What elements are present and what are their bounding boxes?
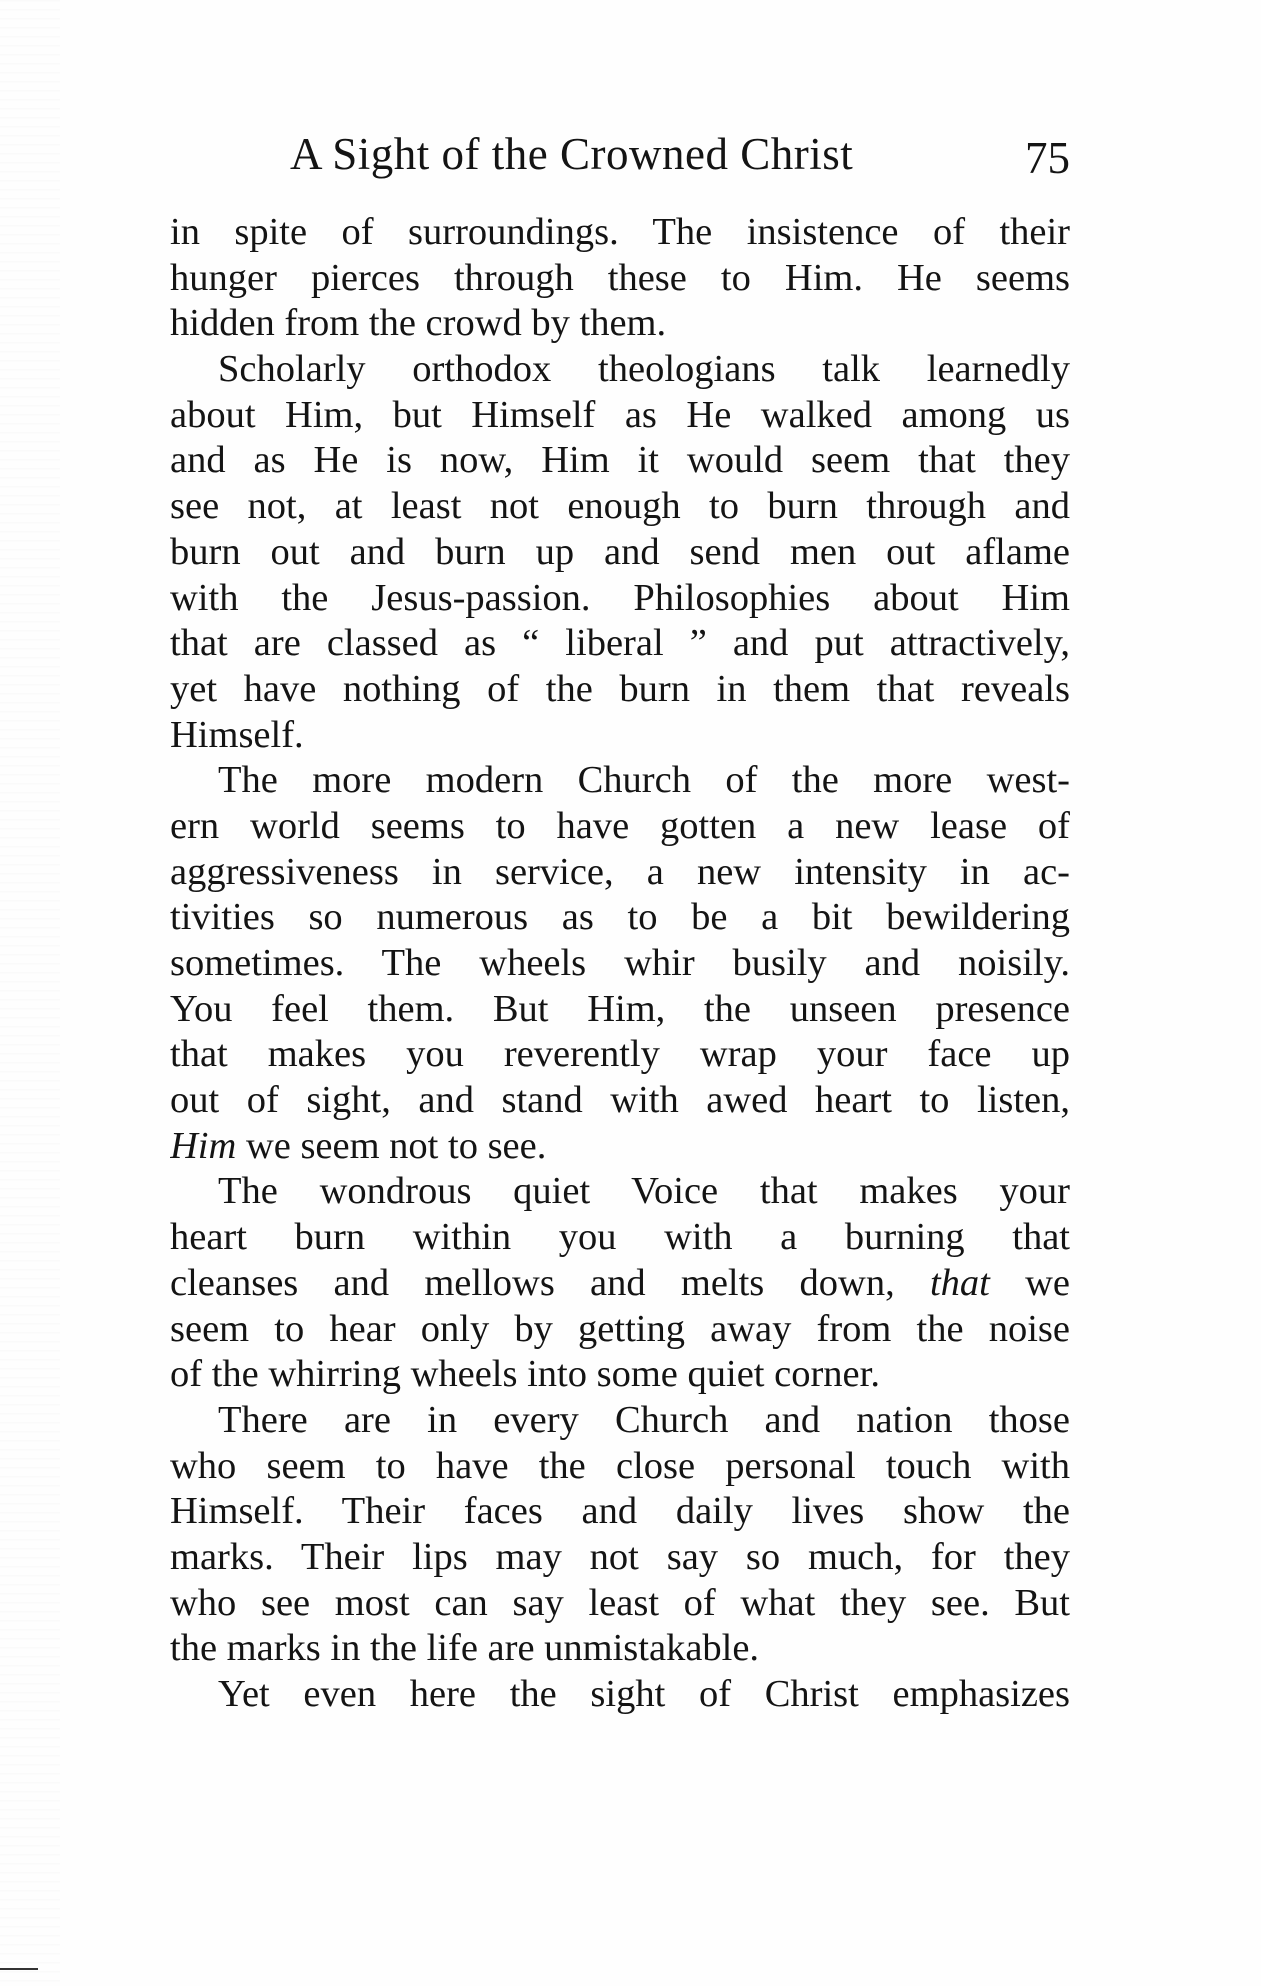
text-line: [170, 758, 1070, 804]
text-line: [170, 1398, 1070, 1444]
text-line: [170, 804, 1070, 850]
text-line: [170, 1032, 1070, 1078]
text-segment: hunger pierces through these to Him. He seems: [170, 256, 1070, 299]
text-segment: The wondrous quiet Voice that makes your: [218, 1170, 1070, 1213]
text-segment: burn out and burn up and send men out aflame: [170, 530, 1070, 573]
text-segment: heart burn within you with a burning that: [170, 1216, 1070, 1259]
page-number: 75: [1025, 133, 1070, 183]
text-line: [170, 1169, 1070, 1215]
running-head: [290, 128, 1070, 188]
text-segment: we: [989, 1261, 1070, 1304]
text-segment: we seem not to see.: [236, 1124, 547, 1167]
text-line: [170, 1307, 1070, 1353]
text-segment: The more modern Church of the more west-: [218, 759, 1070, 802]
text-line: [170, 713, 1070, 759]
text-segment: that makes you reverently wrap your face up: [170, 1033, 1070, 1076]
text-line: [170, 347, 1070, 393]
emphasis-text: Him: [170, 1124, 237, 1167]
text-segment: Yet even here the sight of Christ emphasizes: [218, 1673, 1070, 1715]
text-segment: who seem to have the close personal touch with: [170, 1444, 1070, 1487]
text-segment: You feel them. But Him, the unseen presence: [170, 987, 1070, 1030]
text-segment: sometimes. The wheels whir busily and noisily.: [170, 942, 1070, 984]
text-line: [170, 667, 1070, 713]
text-line: [170, 1581, 1070, 1627]
text-line: [170, 438, 1070, 484]
text-line: [170, 576, 1070, 622]
text-segment: see not, at least not enough to burn through and: [170, 485, 1070, 528]
text-line: [170, 1352, 1070, 1398]
text-segment: and as He is now, Him it would seem that they: [170, 439, 1070, 482]
text-line: [170, 621, 1070, 667]
chapter-title: A Sight of the Crowned Christ: [290, 129, 854, 179]
text-segment: hidden from the crowd by them.: [170, 302, 667, 345]
emphasis-text: that: [929, 1261, 990, 1304]
scan-edge-mark: [0, 1968, 38, 1970]
text-line: [170, 1489, 1070, 1535]
text-segment: There are in every Church and nation those: [218, 1398, 1070, 1441]
text-line: [170, 301, 1070, 347]
text-segment: ern world seems to have gotten a new lease of: [170, 804, 1070, 847]
scan-edge-artifact: [0, 0, 60, 1986]
text-segment: tivities so numerous as to be a bit bewildering: [170, 896, 1070, 939]
text-segment: Scholarly orthodox theologians talk learnedly: [218, 348, 1070, 391]
text-line: [170, 1124, 1070, 1170]
text-segment: Himself.: [170, 713, 304, 756]
text-segment: of the whirring wheels into some quiet corner.: [170, 1353, 880, 1396]
text-segment: Himself. Their faces and daily lives show the: [170, 1490, 1070, 1533]
text-segment: aggressiveness in service, a new intensity in ac-: [170, 850, 1070, 893]
text-line: [170, 1444, 1070, 1490]
text-line: [170, 941, 1070, 987]
text-segment: the marks in the life are unmistakable.: [170, 1627, 760, 1670]
text-line: [170, 530, 1070, 576]
text-line: [170, 256, 1070, 302]
text-segment: cleanses and mellows and melts down,: [170, 1261, 930, 1304]
text-segment: seem to hear only by getting away from the noise: [170, 1307, 1070, 1350]
text-line: [170, 484, 1070, 530]
body-text: [170, 210, 1070, 1718]
text-segment: out of sight, and stand with awed heart to listen,: [170, 1079, 1070, 1122]
text-line: [170, 850, 1070, 896]
text-line: [170, 1078, 1070, 1124]
text-line: [170, 210, 1070, 256]
text-segment: who see most can say least of what they see. But: [170, 1581, 1070, 1624]
text-line: [170, 895, 1070, 941]
text-line: [170, 1626, 1070, 1672]
text-line: [170, 1261, 1070, 1307]
text-line: [170, 1535, 1070, 1581]
text-line: [170, 987, 1070, 1033]
text-segment: with the Jesus-passion. Philosophies about Him: [170, 576, 1070, 619]
text-segment: about Him, but Himself as He walked among us: [170, 393, 1070, 436]
text-segment: yet have nothing of the burn in them that reveals: [170, 667, 1070, 710]
text-segment: that are classed as “ liberal ” and put attractively,: [170, 622, 1070, 665]
text-segment: in spite of surroundings. The insistence of their: [170, 211, 1070, 253]
text-line: [170, 393, 1070, 439]
text-segment: marks. Their lips may not say so much, for they: [170, 1535, 1070, 1578]
text-line: [170, 1215, 1070, 1261]
text-line: [170, 1672, 1070, 1718]
